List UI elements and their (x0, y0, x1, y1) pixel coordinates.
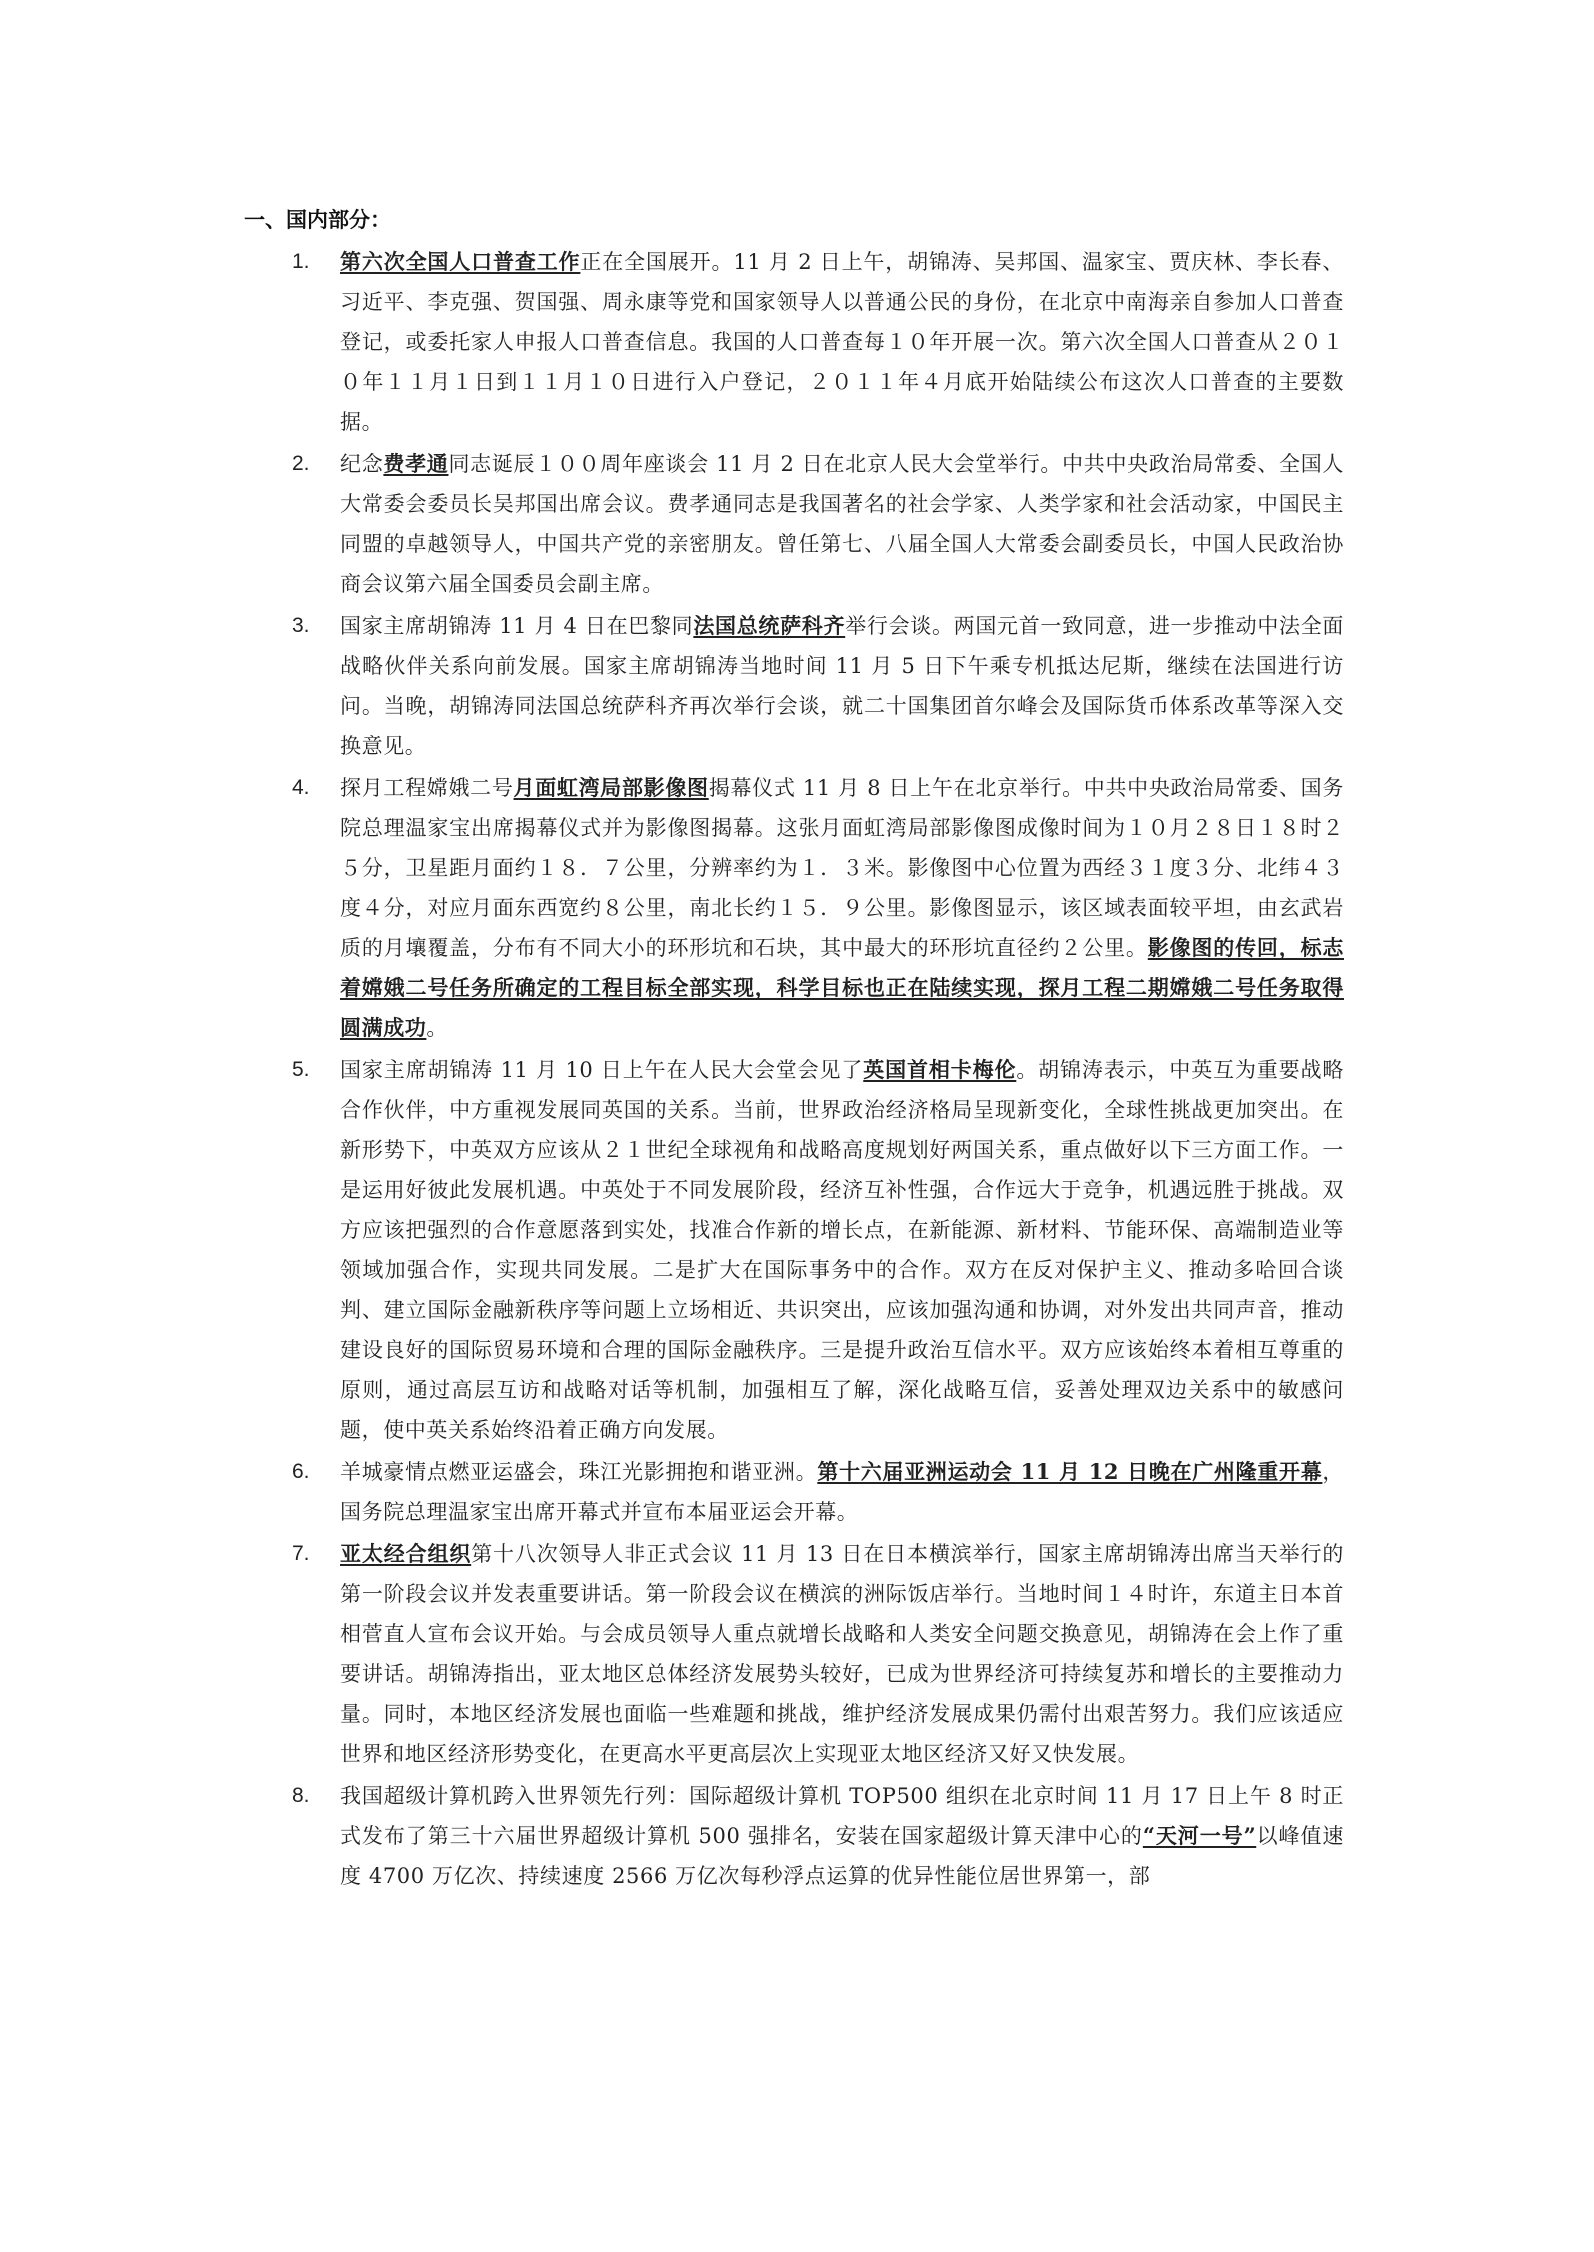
item-text (340, 1452, 1344, 1532)
highlighted-phrase: 费孝通 (383, 451, 449, 476)
news-item (244, 444, 1344, 604)
text-run: 纪念 (340, 452, 384, 476)
text-run: 羊城豪情点燃亚运盛会，珠江光影拥抱和谐亚洲。 (340, 1460, 818, 1484)
item-text (340, 768, 1344, 1048)
text-run: 国家主席胡锦涛 11 月 10 日上午在人民大会堂会见了 (340, 1058, 864, 1082)
document-content (244, 200, 1344, 1898)
item-number: 1. (292, 250, 310, 273)
item-number: 3. (292, 614, 310, 637)
item-number: 8. (292, 1784, 310, 1807)
text-run: 同志诞辰１００周年座谈会 11 月 2 日在北京人民大会堂举行。中共中央政治局常委、全国人大常委会委员长吴邦国出席会议。费孝通同志是我国著名的社会学家、人类学家和社会活动家，中国民主同盟的卓越领导人，中国共产党的亲密朋友。曾任第七、八届全国人大常委会副委员长，中国人民政治协商会议第六届全国委员会副主席。 (340, 452, 1344, 596)
item-text (340, 1776, 1344, 1896)
highlighted-phrase: 第十六届亚洲运动会 11 月 12 日晚在广州隆重开幕 (817, 1459, 1323, 1484)
news-list (244, 242, 1344, 1896)
news-item (244, 1452, 1344, 1532)
text-run: 第十八次领导人非正式会议 11 月 13 日在日本横滨举行，国家主席胡锦涛出席当天举行的第一阶段会议并发表重要讲话。第一阶段会议在横滨的洲际饭店举行。当地时间１４时许，东道主日本首相菅直人宣布会议开始。与会成员领导人重点就增长战略和人类安全问题交换意见，胡锦涛在会上作了重要讲话。胡锦涛指出，亚太地区总体经济发展势头较好，已成为世界经济可持续复苏和增长的主要推动力量。同时，本地区经济发展也面临一些难题和挑战，维护经济发展成果仍需付出艰苦努力。我们应该适应世界和地区经济形势变化，在更高水平更高层次上实现亚太地区经济又好又快发展。 (340, 1542, 1344, 1766)
news-item (244, 1534, 1344, 1774)
text-run: 探月工程嫦娥二号 (340, 776, 514, 800)
text-run: 。胡锦涛表示，中英互为重要战略合作伙伴，中方重视发展同英国的关系。当前，世界政治经济格局呈现新变化，全球性挑战更加突出。在新形势下，中英双方应该从２１世纪全球视角和战略高度规划好两国关系，重点做好以下三方面工作。一是运用好彼此发展机遇。中英处于不同发展阶段，经济互补性强，合作远大于竞争，机遇远胜于挑战。双方应该把强烈的合作意愿落到实处，找准合作新的增长点，在新能源、新材料、节能环保、高端制造业等领域加强合作，实现共同发展。二是扩大在国际事务中的合作。双方在反对保护主义、推动多哈回合谈判、建立国际金融新秩序等问题上立场相近、共识突出，应该加强沟通和协调，对外发出共同声音，推动建设良好的国际贸易环境和合理的国际金融秩序。三是提升政治互信水平。双方应该始终本着相互尊重的原则，通过高层互访和战略对话等机制，加强相互了解，深化战略互信，妥善处理双边关系中的敏感问题，使中英关系始终沿着正确方向发展。 (340, 1058, 1344, 1442)
highlighted-phrase: “天河一号” (1142, 1823, 1257, 1848)
highlighted-phrase: 英国首相卡梅伦 (863, 1057, 1017, 1082)
highlighted-phrase: 月面虹湾局部影像图 (513, 775, 709, 800)
highlighted-phrase: 影像图的传回，标志着嫦娥二号任务所确定的工程目标全部实现，科学目标也正在陆续实现，探月工程二期嫦娥二号任务取得圆满成功 (340, 935, 1344, 1040)
item-text (340, 1050, 1344, 1450)
highlighted-phrase: 法国总统萨科齐 (693, 613, 846, 638)
item-number: 2. (292, 452, 310, 475)
highlighted-phrase: 亚太经合组织 (340, 1541, 472, 1566)
item-number: 5. (292, 1058, 310, 1081)
text-run: 以峰值速度 4700 万亿次、持续速度 2566 万亿次每秒浮点运算的优异性能位居世界第一，部 (340, 1824, 1344, 1888)
news-item (244, 1050, 1344, 1450)
news-item (244, 768, 1344, 1048)
news-item (244, 606, 1344, 766)
item-text (340, 242, 1344, 442)
news-item (244, 242, 1344, 442)
text-run: 国家主席胡锦涛 11 月 4 日在巴黎同 (340, 614, 694, 638)
text-run: 正在全国展开。11 月 2 日上午，胡锦涛、吴邦国、温家宝、贾庆林、李长春、习近平、李克强、贺国强、周永康等党和国家领导人以普通公民的身份，在北京中南海亲自参加人口普查登记，或委托家人申报人口普查信息。我国的人口普查每１０年开展一次。第六次全国人口普查从２０１０年１１月１日到１１月１０日进行入户登记，２０１１年４月底开始陆续公布这次人口普查的主要数据。 (340, 250, 1344, 434)
highlighted-phrase: 第六次全国人口普查工作 (340, 249, 581, 274)
item-text (340, 444, 1344, 604)
text-run: 我国超级计算机跨入世界领先行列：国际超级计算机 TOP500 组织在北京时间 11 月 17 日上午 8 时正式发布了第三十六届世界超级计算机 500 强排名，安装在国家超级计算天津中心的 (340, 1784, 1344, 1848)
item-text (340, 1534, 1344, 1774)
text-run: 揭幕仪式 11 月 8 日上午在北京举行。中共中央政治局常委、国务院总理温家宝出席揭幕仪式并为影像图揭幕。这张月面虹湾局部影像图成像时间为１０月２８日１８时２５分，卫星距月面约１８．７公里，分辨率约为１．３米。影像图中心位置为西经３１度３分、北纬４３度４分，对应月面东西宽约８公里，南北长约１５．９公里。影像图显示，该区域表面较平坦，由玄武岩质的月壤覆盖，分布有不同大小的环形坑和石块，其中最大的环形坑直径约２公里。 (340, 776, 1344, 960)
text-run: 。 (426, 1016, 449, 1040)
item-number: 6. (292, 1460, 310, 1483)
news-item (244, 1776, 1344, 1896)
item-text (340, 606, 1344, 766)
item-number: 4. (292, 776, 310, 799)
text-run: ，国务院总理温家宝出席开幕式并宣布本届亚运会开幕。 (340, 1460, 1345, 1524)
section-heading: 一、国内部分： (244, 208, 391, 232)
item-number: 7. (292, 1542, 310, 1565)
text-run: 举行会谈。两国元首一致同意，进一步推动中法全面战略伙伴关系向前发展。国家主席胡锦涛当地时间 11 月 5 日下午乘专机抵达尼斯，继续在法国进行访问。当晚，胡锦涛同法国总统萨科齐再次举行会谈，就二十国集团首尔峰会及国际货币体系改革等深入交换意见。 (340, 614, 1344, 758)
